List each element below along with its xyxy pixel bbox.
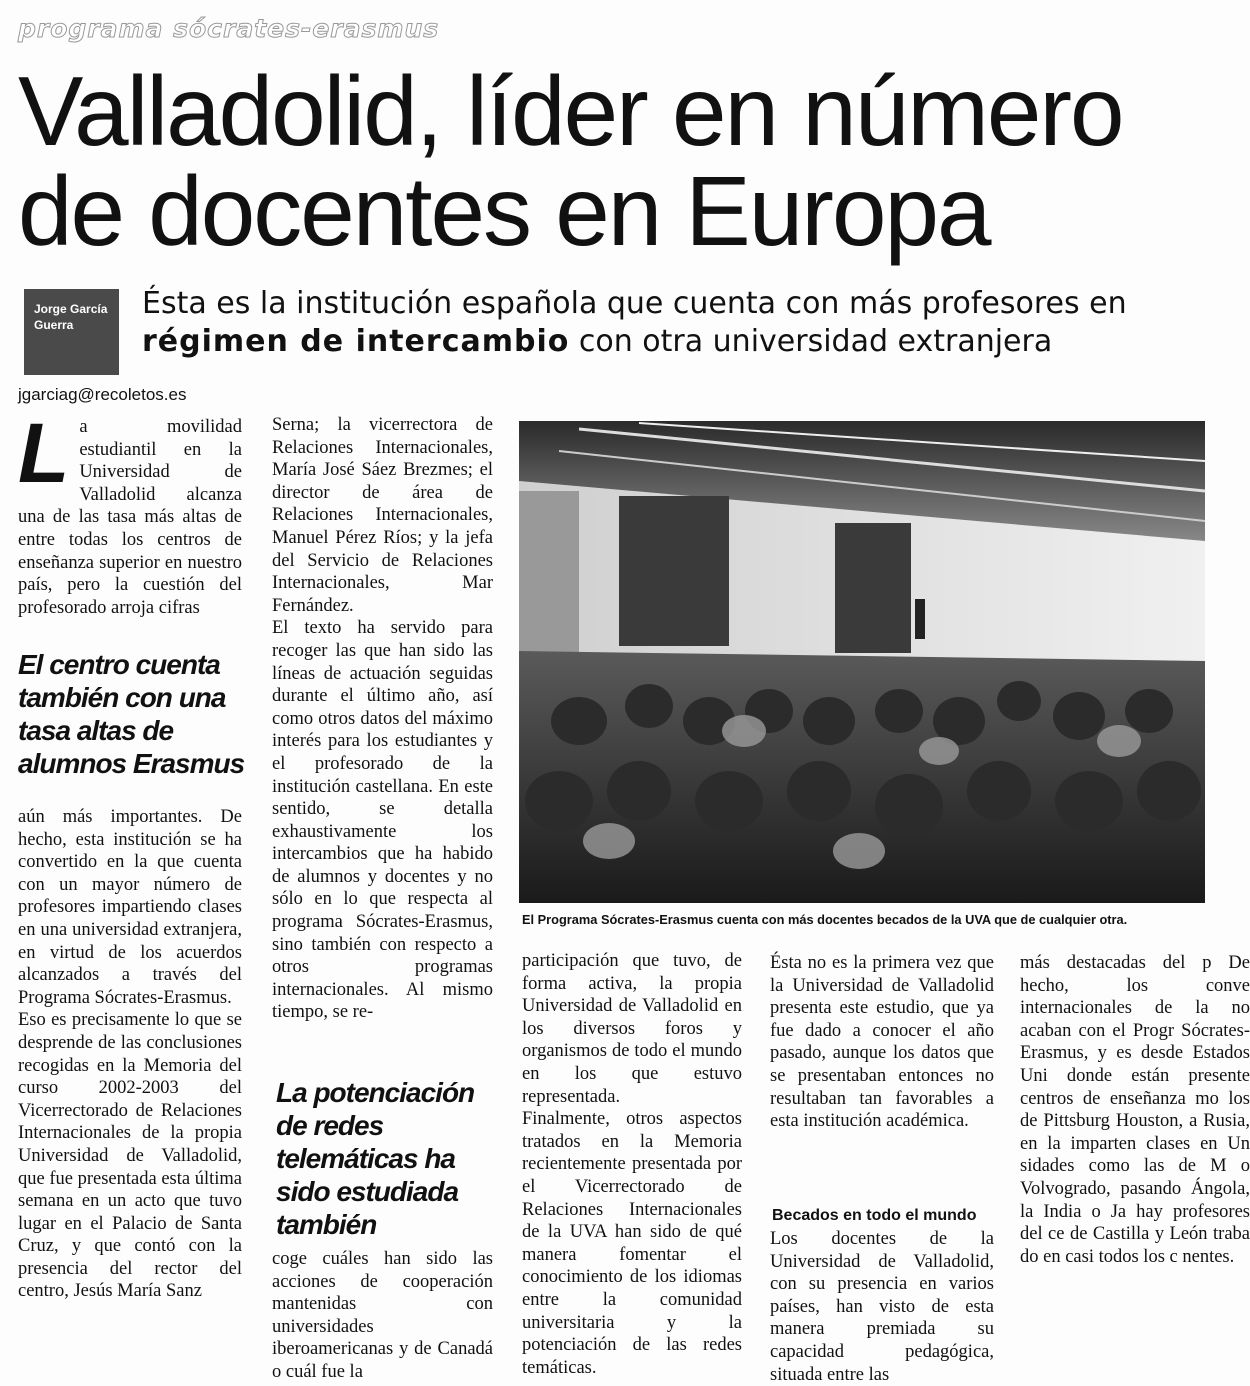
- intro-text: a movilidad estudiantil en la Universidad de Valladolid alcanza una de las tasa más altas de entre todas los centros de enseñanza superior en nuestro país, pero la cuestión del profesorado arroja cifras: [18, 417, 242, 618]
- subtitle-line-1: Ésta es la institución española que cuenta con más profesores en: [142, 286, 1127, 321]
- col4-paragraph-2: Los docentes de la Universidad de Valladolid, con su presencia en varios países, han visto de esta manera premiada su capacidad pedagógica, situada entre las: [770, 1229, 994, 1385]
- col1-paragraph-2: Eso es precisamente lo que se desprende de las conclusiones recogidas en la Memoria del curso 2002-2003 del Vicerrectorado de Relaciones Internacionales de la propia Universidad de Valladolid, que fue presentada esta última semana en un acto que tuvo lugar en el Palacio de Santa Cruz, y que contó con la presencia del rector del centro, Jesús María Sanz: [18, 1010, 242, 1302]
- column-1-continued: [18, 806, 242, 1303]
- column-2-continued: [272, 1248, 493, 1384]
- column-4-continued: [770, 1228, 994, 1386]
- photo-caption: El Programa Sócrates-Erasmus cuenta con más docentes becados de la UVA que de cualquier otra.: [522, 912, 1128, 927]
- subtitle-bold: régimen de intercambio: [142, 324, 570, 359]
- lecture-hall-photo: [519, 421, 1205, 903]
- subtitle-rest: con otra universidad extranjera: [569, 324, 1053, 359]
- drop-cap: L: [18, 406, 70, 500]
- column-1: [18, 406, 242, 619]
- column-2: [272, 414, 493, 1024]
- byline-box: [24, 289, 119, 375]
- col3-paragraph-1: participación que tuvo, de forma activa, la propia Universidad de Valladolid en los diversos foros y organismos de todo el mundo en los que estuvo representada.: [522, 951, 742, 1107]
- photo-illustration: [519, 421, 1205, 903]
- column-5-clip: [1020, 952, 1250, 1372]
- col2-paragraph-2: El texto ha servido para recoger las que han sido las líneas de actuación seguidas durante el último año, así como otros datos del máximo interés para los estudiantes y el profesorado de la institución castellana. En este sentido, se detalla exhaustivamente los intercambios que ha habido de alumnos y docentes y no sólo en lo que respecta al programa Sócrates-Erasmus, sino también con respecto a otros programas internacionales. Al mismo tiempo, se re-: [272, 618, 493, 1023]
- byline-name-2: Guerra: [34, 318, 74, 332]
- byline-name-1: Jorge García: [34, 302, 108, 316]
- pull-quote-2: La potenciación de redes telemáticas ha sido estudiada también: [276, 1077, 475, 1240]
- col1-paragraph-1: aún más importantes. De hecho, esta institución se ha convertido en la que cuenta con un mayor número de profesores impartiendo clases en una universidad extranjera, en virtud de los acuerdos alcanzados a través del Programa Sócrates-Erasmus.: [18, 807, 242, 1008]
- col5-paragraph-1: más destacadas del p De hecho, los conve internacionales de la no acaban con el Progr Sócrates-Erasmus, y es desde Estados Uni donde están presente centros de enseñanza mo los de Pittsburg Houston, a Rusia, en la imparten clases en Un sidades como las de M o Volvogrado, pasando Ángola, la India o Ja hay profesores del ce de Castilla y León traba do en casi todos los c nentes.: [1020, 953, 1250, 1267]
- col3-paragraph-2: Finalmente, otros aspectos tratados en la Memoria recientemente presentada por el Vicerrectorado de Relaciones Internacionales de la UVA han sido de qué manera fomentar el conocimiento de los idiomas entre la comunidad universitaria y la potenciación de las redes temáticas.: [522, 1109, 742, 1378]
- headline-line-1: Valladolid, líder en número: [18, 56, 1123, 166]
- author-email: jgarciag@recoletos.es: [18, 385, 187, 404]
- section-subhead: Becados en todo el mundo: [772, 1207, 977, 1224]
- section-kicker: programa sócrates-erasmus: [18, 14, 440, 43]
- pull-quote-1: El centro cuenta también con una tasa altas de alumnos Erasmus: [18, 649, 245, 779]
- col4-paragraph-1: Ésta no es la primera vez que la Universidad de Valladolid presenta este estudio, que ya fue dado a conocer el año pasado, aunque los datos que se presentaban entonces no resultaban tan favorables a esta institución académica.: [770, 953, 994, 1132]
- headline-line-2: de docentes en Europa: [18, 156, 990, 266]
- subtitle-line-2: [142, 323, 1127, 361]
- column-5: [1020, 952, 1250, 1268]
- column-3: [522, 950, 742, 1379]
- subtitle: [142, 285, 1127, 361]
- col2-paragraph-1: Serna; la vicerrectora de Relaciones Internacionales, María José Sáez Brezmes; el director de área de Relaciones Internacionales, Manuel Pérez Ríos; y la jefa del Servicio de Relaciones Internacionales, Mar Fernández.: [272, 415, 493, 616]
- intro-paragraph: [18, 406, 242, 619]
- col2-paragraph-3: coge cuáles han sido las acciones de cooperación mantenidas con universidades iberoamericanas y de Canadá o cuál fue la: [272, 1249, 493, 1382]
- column-4: [770, 952, 994, 1133]
